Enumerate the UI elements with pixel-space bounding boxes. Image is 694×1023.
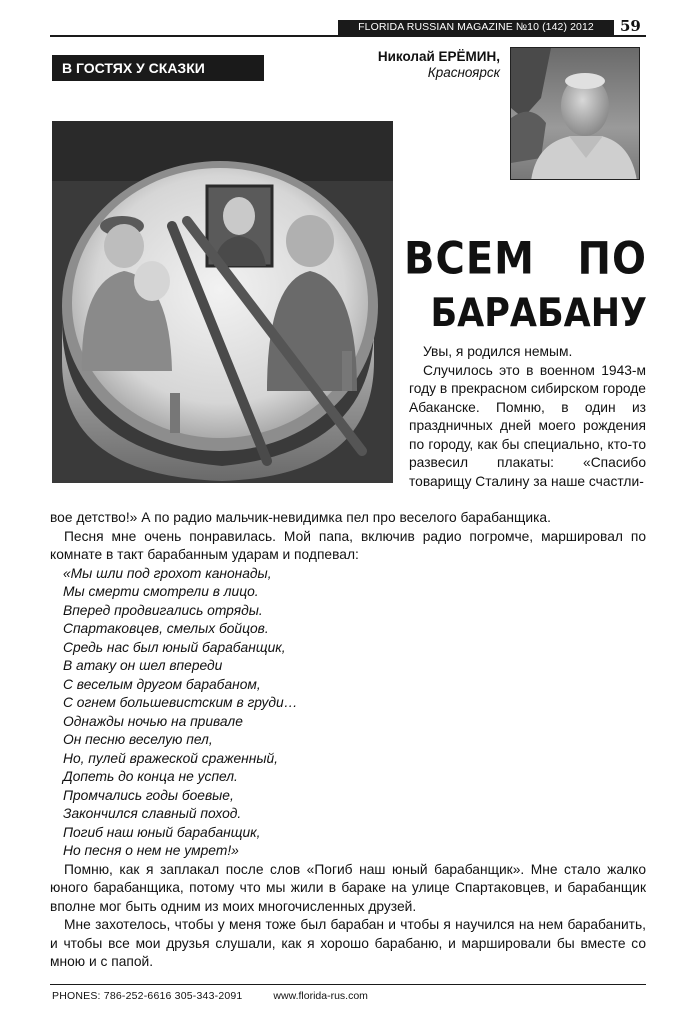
article-body xyxy=(50,509,646,972)
poem-line: Закончился славный поход. xyxy=(63,806,242,821)
poem-line: Он песню веселую пел, xyxy=(63,732,213,747)
poem-line: Однажды ночью на привале xyxy=(63,713,243,729)
footer-website-link[interactable]: www.florida-rus.com xyxy=(273,990,368,1002)
paragraph: Песня мне очень понравилась. Мой папа, включив радио погромче, маршировал по комнате в такт барабанным ударам и подпевал: xyxy=(50,528,646,562)
poem-line: Спартаковцев, смелых бойцов. xyxy=(63,621,269,636)
author-name: Николай ЕРЁМИН, xyxy=(377,49,500,64)
poem-line: Средь нас был юный барабанщик, xyxy=(63,639,286,655)
poem-line: С веселым другом барабаном, xyxy=(63,676,261,692)
poem-line: С огнем большевистским в груди… xyxy=(63,695,298,710)
footer-phones: PHONES: 786-252-6616 305-343-2091 xyxy=(52,990,243,1002)
poem-line: Но, пулей вражеской сраженный, xyxy=(63,750,279,766)
poem-line: Вперед продвигались отряды. xyxy=(63,602,263,618)
song-lyrics xyxy=(50,565,646,861)
paragraph: Случилось это в военном 1943-м году в прекрасном сибирском городе Абаканске. Помню, в один из праздничных дней моего рождения по городу, как бы специально, кто-то развесил плакаты: «Спасибо товарищу Сталину за наше счастли- xyxy=(409,362,646,489)
paragraph: Помню, как я заплакал после слов «Погиб наш юный барабанщик». Мне стало жалко юного барабанщика, потому что мы жили в бараке на улице Спартаковцев, и барабанщик вполне мог быть одним из моих многочисленных друзей. xyxy=(50,861,646,914)
author-portrait-photo xyxy=(510,47,640,180)
poem-line: Допеть до конца не успел. xyxy=(63,769,238,784)
paragraph: Увы, я родился немым. xyxy=(423,344,573,359)
author-city: Красноярск xyxy=(427,65,500,80)
article-title-line2: БАРАБАНУ xyxy=(430,291,647,336)
paragraph-continuation: вое детство!» А по радио мальчик-невидимка пел про веселого барабанщика. xyxy=(50,510,551,525)
article-column-text xyxy=(409,343,646,491)
poem-line: В атаку он шел впереди xyxy=(63,658,223,673)
poem-line: Но песня о нем не умрет!» xyxy=(63,843,239,858)
poem-line: Промчались годы боевые, xyxy=(63,787,234,803)
poem-line: Погиб наш юный барабанщик, xyxy=(63,824,261,840)
magazine-header: FLORIDA RUSSIAN MAGAZINE №10 (142) 2012 xyxy=(338,20,614,35)
page-footer xyxy=(52,990,368,1002)
section-rubric: В ГОСТЯХ У СКАЗКИ xyxy=(52,55,264,81)
page-number: 59 xyxy=(620,17,641,35)
poem-line: Мы смерти смотрели в лицо. xyxy=(63,584,259,599)
article-title-line1: ВСЕМ ПО xyxy=(404,233,647,285)
drum-illustration xyxy=(52,121,393,483)
author-block xyxy=(378,49,500,81)
paragraph: Мне захотелось, чтобы у меня тоже был барабан и чтобы я научился на нем барабанить, и чтобы все мои друзья слушали, как я хорошо барабаню, и маршировали бы вместе со мною и с папой. xyxy=(50,917,646,969)
poem-line: «Мы шли под грохот канонады, xyxy=(63,565,272,581)
header-rule xyxy=(50,35,646,37)
footer-rule xyxy=(50,984,646,985)
